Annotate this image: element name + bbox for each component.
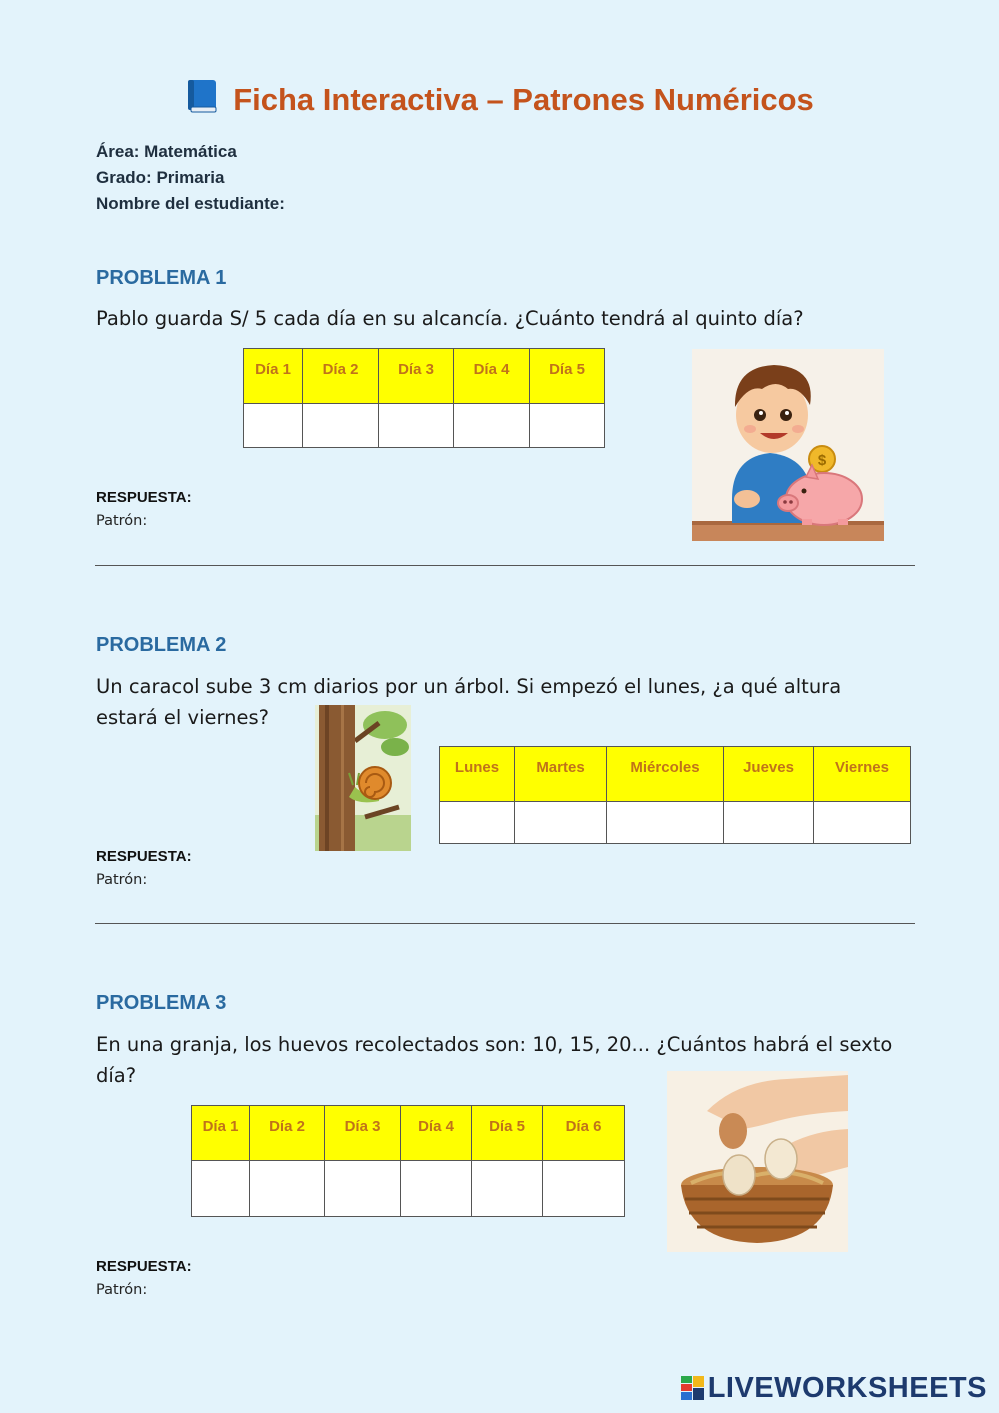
table-header-cell: Martes <box>515 747 607 802</box>
table-header-cell: Día 2 <box>250 1106 325 1161</box>
table-header-cell: Día 3 <box>379 349 454 404</box>
answer-input-cell[interactable] <box>440 802 515 844</box>
problem-3-answer-label: RESPUESTA: <box>96 1258 192 1275</box>
table-header-cell: Día 1 <box>244 349 303 404</box>
table-header-cell: Jueves <box>724 747 814 802</box>
problem-1-table <box>243 348 605 448</box>
eggs-basket-illustration <box>667 1071 848 1252</box>
answer-input-cell[interactable] <box>244 404 303 448</box>
problem-2-question-line1: Un caracol sube 3 cm diarios por un árbol. Si empezó el lunes, ¿a qué altura <box>96 675 842 698</box>
problem-2-heading: PROBLEMA 2 <box>96 634 227 656</box>
page-title <box>0 78 999 122</box>
problem-1-pattern-label: Patrón: <box>96 513 148 529</box>
answer-input-cell[interactable] <box>472 1161 543 1217</box>
answer-input-cell[interactable] <box>250 1161 325 1217</box>
table-header-cell: Día 4 <box>454 349 530 404</box>
table-header-cell: Día 4 <box>401 1106 472 1161</box>
answer-input-cell[interactable] <box>192 1161 250 1217</box>
table-header-cell: Día 2 <box>303 349 379 404</box>
problem-2-table <box>439 746 911 844</box>
table-header-cell: Miércoles <box>607 747 724 802</box>
liveworksheets-logo-icon <box>681 1375 705 1408</box>
table-header-cell: Día 1 <box>192 1106 250 1161</box>
answer-input-cell[interactable] <box>607 802 724 844</box>
problem-3-pattern-label: Patrón: <box>96 1282 148 1298</box>
divider <box>95 923 915 924</box>
problem-3-heading: PROBLEMA 3 <box>96 992 227 1014</box>
table-header-cell: Día 3 <box>325 1106 401 1161</box>
snail-on-tree-illustration <box>315 705 411 851</box>
problem-1-heading: PROBLEMA 1 <box>96 267 227 289</box>
table-header-cell: Lunes <box>440 747 515 802</box>
answer-input-cell[interactable] <box>543 1161 625 1217</box>
answer-input-cell[interactable] <box>325 1161 401 1217</box>
brand-text: LIVEWORKSHEETS <box>707 1372 987 1404</box>
table-header-cell: Día 5 <box>472 1106 543 1161</box>
answer-input-cell[interactable] <box>814 802 911 844</box>
divider <box>95 565 915 566</box>
problem-1-question: Pablo guarda S/ 5 cada día en su alcancía. ¿Cuánto tendrá al quinto día? <box>96 307 804 330</box>
problem-2-pattern-label: Patrón: <box>96 872 148 888</box>
answer-input-cell[interactable] <box>515 802 607 844</box>
problem-2-answer-label: RESPUESTA: <box>96 848 192 865</box>
table-header-cell: Viernes <box>814 747 911 802</box>
answer-input-cell[interactable] <box>724 802 814 844</box>
grade-label: Grado: Primaria <box>96 168 225 187</box>
blue-book-icon <box>185 78 219 122</box>
student-name-label: Nombre del estudiante: <box>96 194 285 213</box>
problem-1-answer-label: RESPUESTA: <box>96 489 192 506</box>
area-label: Área: Matemática <box>96 142 237 161</box>
liveworksheets-brand[interactable] <box>681 1372 987 1408</box>
answer-input-cell[interactable] <box>401 1161 472 1217</box>
title-text: Ficha Interactiva – Patrones Numéricos <box>233 82 814 117</box>
answer-input-cell[interactable] <box>379 404 454 448</box>
answer-input-cell[interactable] <box>530 404 605 448</box>
svg-text:$: $ <box>817 452 827 469</box>
boy-piggy-bank-illustration <box>692 349 884 541</box>
problem-3-question-line1: En una granja, los huevos recolectados son: 10, 15, 20... ¿Cuántos habrá el sexto <box>96 1033 893 1056</box>
problem-3-question-line2: día? <box>96 1064 137 1087</box>
problem-3-table <box>191 1105 625 1217</box>
problem-2-question-line2: estará el viernes? <box>96 706 270 729</box>
answer-input-cell[interactable] <box>303 404 379 448</box>
table-header-cell: Día 5 <box>530 349 605 404</box>
table-header-cell: Día 6 <box>543 1106 625 1161</box>
answer-input-cell[interactable] <box>454 404 530 448</box>
